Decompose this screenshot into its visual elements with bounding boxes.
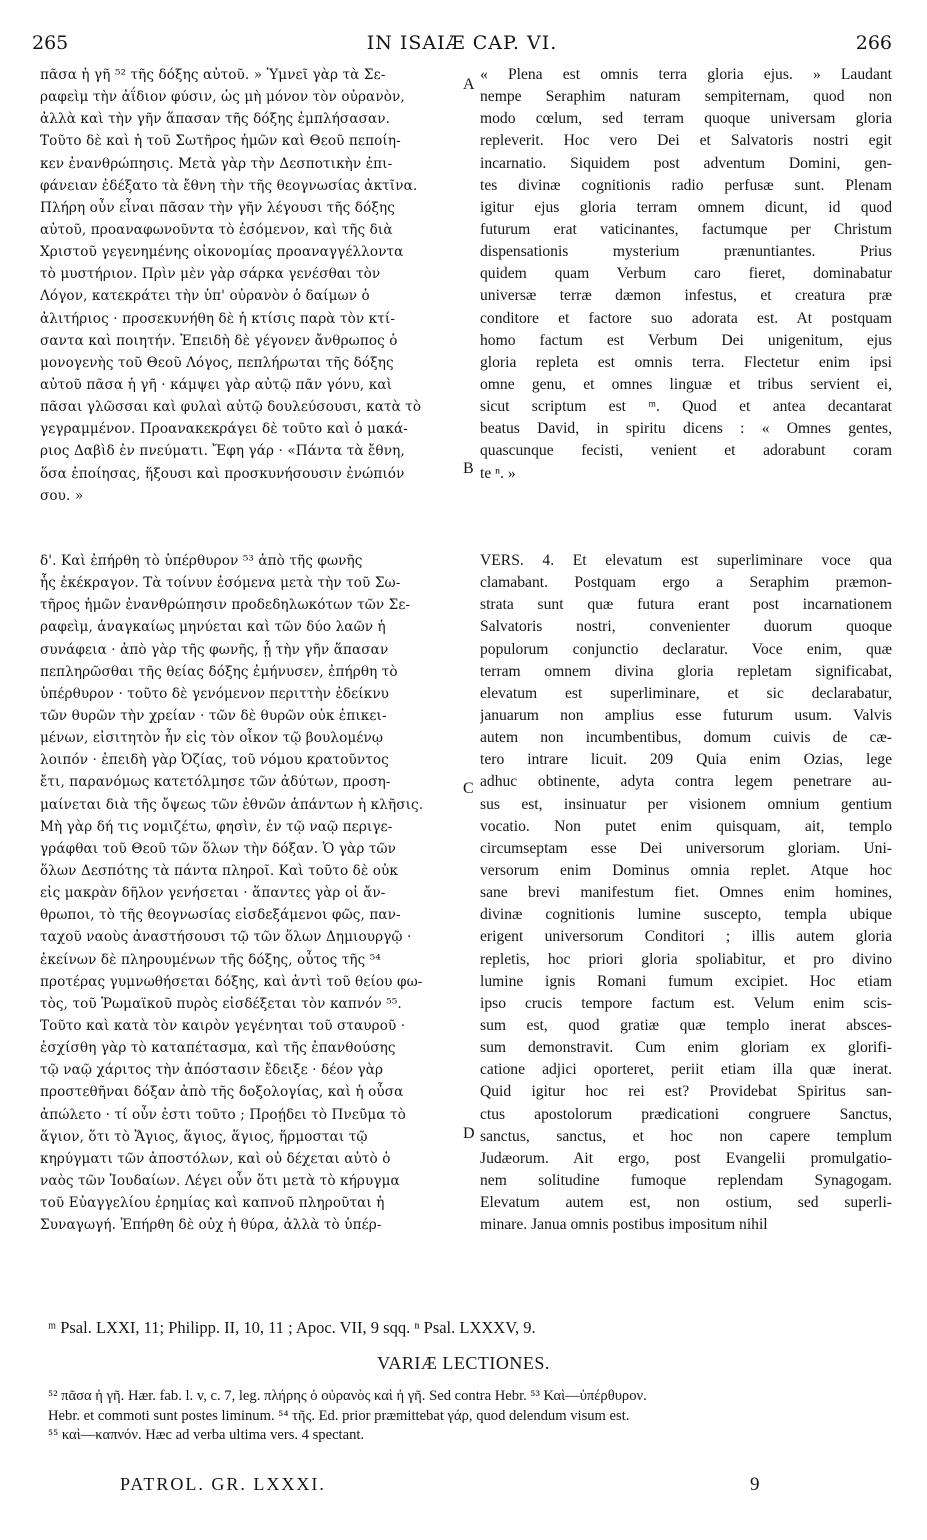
greek-column-top — [40, 64, 458, 507]
variae-lectiones-heading: VARIÆ LECTIONES. — [377, 1353, 550, 1373]
greek-text-line: κεν ἐνανθρώπησις. Μετὰ γὰρ τὴν Δεσποτικὴν ἐπι- — [40, 155, 393, 172]
latin-text-line: versorum enim Dominus omnia replet. Atque hoc — [480, 861, 892, 879]
latin-text-line: homo factum est Verbum Dei unigenitum, ejus — [480, 331, 892, 349]
signature-number: 9 — [750, 1474, 760, 1495]
latin-text-line: ctus apostolorum prædicationi congruere Sanctus, — [480, 1105, 892, 1123]
greek-text-line: αὐτοῦ, προαναφωνοῦντα τὸ ἐσόμενον, καὶ τῆς διὰ — [40, 221, 393, 238]
page-number-right: 266 — [855, 32, 892, 54]
greek-text-line: συνάφεια · ἀπὸ γὰρ τῆς φωνῆς, ᾗ τὴν γῆν ἅπασαν — [40, 641, 389, 658]
greek-text-line: ριος Δαβὶδ ἐν πνεύματι. Ἔφη γάρ · «Πάντα τὰ ἔθνη, — [40, 443, 405, 460]
greek-text-line: τῷ ναῷ χάριτος τὴν ἀπόστασιν ἔδειξε · δέον γὰρ — [40, 1062, 384, 1079]
footer-mark — [420, 1482, 434, 1490]
latin-text-line: ipso crucis tempore factum est. Velum enim scis- — [480, 994, 892, 1012]
latin-text-line: tes divinæ cognitionis radio perfusæ sunt. Plenam — [480, 176, 892, 194]
latin-text-line: omne genu, et omnes linguæ et tribus servient ei, — [480, 375, 892, 393]
greek-text-line: σου. » — [40, 487, 84, 504]
latin-text-line: minare. Janua omnis postibus impositum nihil — [480, 1216, 768, 1234]
greek-text-line: ἐσχίσθη γὰρ τὸ καταπέτασμα, καὶ τῆς ἐπανθούσης — [40, 1040, 396, 1057]
latin-text-line: divinæ cognitionis lumine suscepto, templa ubique — [480, 906, 892, 924]
greek-text-line: γράφθαι τοῦ Θεοῦ τῶν ὅλων τὴν δόξαν. Ὁ γὰρ τῶν — [40, 840, 397, 857]
latin-text-line: « Plena est omnis terra gloria ejus. » Laudant — [480, 66, 892, 83]
greek-text-line: λοιπόν · ἐπειδὴ γὰρ Ὀζίας, τοῦ νόμου κρατοῦντος — [40, 752, 389, 769]
latin-text-line: incarnatio. Siquidem post adventum Domini, gen- — [480, 154, 892, 172]
latin-text-line: tero intrare licuit. 209 Quia enim Ozias, lege — [480, 751, 892, 769]
greek-text-line: ραφεὶμ, ἀναγκαίως μηνύεται καὶ τῶν δύο λαῶν ἡ — [40, 619, 386, 636]
latin-text-line: gloria repleta est omnis terra. Flectetur enim ipsi — [480, 353, 892, 371]
latin-text-line: nempe Seraphim naturam sempiternam, quod non — [480, 88, 892, 106]
latin-text-line: strata sunt quæ futura erant post incarnationem — [480, 596, 892, 614]
latin-text-line: Quid igitur hoc rei est? Providebat Spiritus san- — [480, 1083, 892, 1101]
greek-text-line: Τοῦτο δὲ καὶ ἡ τοῦ Σωτῆρος ἡμῶν καὶ Θεοῦ πεποίη- — [40, 133, 401, 150]
latin-text-line: Salvatoris nostri, convenienter duorum quoque — [480, 618, 892, 636]
greek-text-line: ταχοῦ ναοὺς ἀναστήσουσι τῷ τῶν ὅλων Δημιουργῷ · — [40, 929, 412, 946]
latin-text-line: catione adjici oporteret, periit etiam illa quæ inerat. — [480, 1061, 892, 1079]
greek-text-line: εἰς μακρὰν δῆλον γενήσεται · ἅπαντες γὰρ οἱ ἄν- — [40, 885, 386, 902]
greek-text-line: πᾶσαι γλῶσσαι καὶ φυλαὶ αὐτῷ δουλεύσουσι, κατὰ τὸ — [40, 399, 422, 416]
greek-text-line: ἧς ἐκέκραγον. Τὰ τοίνυν ἐσόμενα μετὰ τὴν τοῦ Σω- — [40, 575, 401, 592]
latin-text-line: nem solitudine fumoque replendam Synagogam. — [480, 1171, 892, 1189]
patrologia-signature: PATROL. GR. LXXXI. — [120, 1474, 326, 1494]
latin-text-line: sicut scriptum est ᵐ. Quod et antea decantarat — [480, 398, 892, 416]
greek-text-line: φάνειαν ἐδέξατο τὰ ἔθνη τὴν τῆς θεογνωσίας ἀκτῖνα. — [40, 177, 418, 194]
greek-text-line: δ'. Καὶ ἐπήρθη τὸ ὑπέρθυρον ⁵³ ἀπὸ τῆς φωνῆς — [40, 553, 363, 569]
greek-text-line: ναὸς τῶν Ἰουδαίων. Λέγει οὖν ὅτι μετὰ τὸ κήρυγμα — [40, 1172, 400, 1189]
running-title: IN ISAIÆ CAP. VI. — [366, 32, 558, 54]
greek-text-line: ὅλων Δεσπότης τὰ πάντα πληροῖ. Καὶ τοῦτο δὲ οὐκ — [40, 862, 399, 879]
greek-text-line: Τοῦτο καὶ κατὰ τὸν καιρὸν γεγένηται τοῦ σταυροῦ · — [40, 1017, 406, 1034]
latin-text-line: futurum erat vaticinantes, factumque per Christum — [480, 220, 892, 238]
greek-text-line: πεπληρῶσθαι τῆς θείας δόξης ἐμήνυσεν, ἐπήρθη τὸ — [40, 663, 398, 680]
greek-text-line: Λόγον, κατεκράτει τὴν ὑπ' οὐρανὸν ὁ δαίμων ὁ — [40, 288, 370, 305]
latin-text-line: clamabant. Postquam ergo a Seraphim præmon- — [480, 574, 892, 592]
greek-text-line: ὅσα ἐποίησας, ἥξουσι καὶ προσκυνήσουσιν ἐνώπιόν — [40, 465, 405, 482]
latin-text-line: erigent universorum Conditori ; illis autem gloria — [480, 928, 892, 946]
latin-text-line: dispensationis mysterium prænuntiantes. Prius — [480, 243, 892, 261]
latin-text-line: januarum non amplius esse futurum usum. Valvis — [480, 706, 892, 724]
greek-text-line: ὑπέρθυρον · τοῦτο δὲ γενόμενον περιττὴν ἐδείκνυ — [40, 685, 390, 702]
greek-text-line: ἔτι, παρανόμως κατετόλμησε τῶν ἀδύτων, προση- — [40, 774, 391, 791]
latin-text-line: sus est, insinuatur per visionem omnium gentium — [480, 795, 892, 813]
latin-text-line: modo cœlum, sed terram quoque universam gloria — [480, 110, 892, 128]
latin-text-line: igitur ejus gloria terram omnem dicunt, id quod — [480, 198, 892, 216]
latin-text-line: elevatum est superliminare, et sic declarabatur, — [480, 684, 892, 702]
scripture-footnote: ᵐ Psal. LXXI, 11; Philipp. II, 10, 11 ; Apoc. VII, 9 sqq. ⁿ Psal. LXXXV, 9. — [48, 1318, 536, 1337]
greek-text-line: πᾶσα ἡ γῆ ⁵² τῆς δόξης αὐτοῦ. » Ὑμνεῖ γὰρ τὰ Σε- — [40, 67, 386, 83]
greek-text-line: προτέρας γυμνωθήσεται δόξης, καὶ ἀντὶ τοῦ θείου φω- — [40, 973, 423, 990]
latin-column-bottom — [480, 550, 892, 1236]
column-marker-d: D — [463, 1125, 475, 1142]
greek-text-line: προστεθῆναι δόξαν ἀπὸ τῆς δοξολογίας, καὶ ἡ οὖσα — [40, 1084, 404, 1101]
variant-note-line: ⁵² πᾶσα ἡ γῆ. Hær. fab. l. v, c. 7, leg. πλήρης ὁ οὐρανὸς καὶ ἡ γῆ. Sed contra Hebr. ⁵³ Καὶ—ὑπέρθυρον. — [48, 1388, 647, 1404]
latin-text-line: Judæorum. Ait ergo, post Evangelii promulgatio- — [480, 1149, 892, 1167]
latin-text-line: repleverit. Hoc vero Dei et Salvatoris nostri egit — [480, 132, 892, 150]
latin-text-line: conditore et factore suo adorata est. At postquam — [480, 309, 892, 327]
greek-text-line: γεγραμμένον. Προανακεκράγει δὲ τοῦτο καὶ ὁ μακά- — [40, 421, 408, 438]
greek-column-bottom — [40, 550, 458, 1236]
latin-text-line: adhuc obtinente, adyta contra legem penetrare au- — [480, 773, 892, 791]
latin-text-line: sum est, quod gratiæ quæ templo inerat absces- — [480, 1016, 892, 1034]
greek-text-line: τὸς, τοῦ Ῥωμαϊκοῦ πυρὸς εἰσδέξεται τὸν καπνόν ⁵⁵. — [40, 995, 402, 1012]
latin-text-line: universæ terræ dæmon infestus, et creatura præ — [480, 287, 892, 305]
latin-text-line: sanctus, sanctus, et hoc non capere templum — [480, 1127, 892, 1145]
greek-text-line: κηρύγματι τῶν ἀποστόλων, καὶ οὐ δέχεται αὐτὸ ὁ — [40, 1150, 391, 1167]
latin-text-line: VERS. 4. Et elevatum est superliminare voce qua — [480, 552, 892, 569]
greek-text-line: ἐκείνων δὲ πληρουμένων τῆς δόξης, οὗτος τῆς ⁵⁴ — [40, 951, 381, 968]
greek-text-line: ἀλλὰ καὶ τὴν γῆν ἅπασαν τῆς δόξης ἐμπλήσασαν. — [40, 111, 391, 128]
latin-text-line: sane brevi manifestum fiet. Omnes enim homines, — [480, 884, 892, 902]
variant-note-line: Hebr. et commoti sunt postes liminum. ⁵⁴ τῆς. Ed. prior præmittebat γάρ, quod delendum visum est. — [48, 1407, 630, 1424]
greek-text-line: θρωποι, τὸ τῆς θεογνωσίας εἰσδεξάμενοι φῶς, παν- — [40, 907, 401, 924]
column-marker-c: C — [463, 780, 474, 797]
latin-text-line: terram omnem divina gloria repletam significabat, — [480, 662, 892, 680]
latin-text-line: lumine ignis Romani fumum excipiet. Hoc etiam — [480, 972, 892, 990]
latin-text-line: beatus David, in spiritu dicens : « Omnes gentes, — [480, 420, 892, 438]
latin-text-line: Elevatum autem est, non ostium, sed superli- — [480, 1194, 892, 1212]
greek-text-line: Μὴ γὰρ δή τις νομιζέτω, φησὶν, ἐν τῷ ναῷ περιγε- — [40, 818, 393, 835]
column-marker-a: A — [463, 76, 475, 93]
column-marker-b: B — [463, 460, 474, 477]
latin-text-line: circumseptam esse Dei universorum gloriam. Uni- — [480, 839, 892, 857]
greek-text-line: τὸ μυστήριον. Πρὶν μὲν γὰρ σάρκα γενέσθαι τὸν — [40, 266, 381, 283]
latin-text-line: quascunque fecisti, venient et adorabunt coram — [480, 442, 892, 460]
greek-text-line: σαντα καὶ ποιητήν. Ἐπειδὴ δὲ γέγονεν ἄνθρωπος ὁ — [40, 332, 398, 349]
latin-text-line: repletis, hoc priori gloria spoliabitur, et pro divino — [480, 950, 892, 968]
greek-text-line: Συναγωγή. Ἐπήρθη δὲ οὐχ ἡ θύρα, ἀλλὰ τὸ ὑπέρ- — [40, 1217, 382, 1234]
latin-text-line: quidem quam Verbum caro fieret, dominabatur — [480, 265, 892, 283]
greek-text-line: αὐτοῦ πᾶσα ἡ γῆ · κάμψει γὰρ αὐτῷ πᾶν γόνυ, καὶ — [40, 376, 393, 393]
latin-text-line: autem non incumbentibus, domum cuivis de cæ- — [480, 729, 892, 747]
variant-note-line: ⁵⁵ καὶ—καπνόν. Hæc ad verba ultima vers. 4 spectant. — [48, 1427, 365, 1443]
greek-text-line: τῆρος ἡμῶν ἐνανθρώπησιν προδεδηλωκότων τῶν Σε- — [40, 597, 411, 614]
variae-lectiones-notes — [48, 1387, 888, 1446]
running-header — [32, 32, 892, 56]
latin-column-top — [480, 64, 892, 485]
page-number-left: 265 — [32, 32, 69, 54]
greek-text-line: ἅγιον, ὅτι τὸ Ἅγιος, ἅγιος, ἅγιος, ἥρμοσται τῷ — [40, 1128, 368, 1145]
greek-text-line: Χριστοῦ γεγενημένης οἰκονομίας προαναγγέλλοντα — [40, 244, 404, 261]
greek-text-line: μαίνεται διὰ τῆς ὄψεως τῶν ἐθνῶν ἁπάντων ἡ κλῆσις. — [40, 796, 424, 813]
greek-text-line: ἀλιτήριος · προσεκυνήθη δὲ ἡ κτίσις παρὰ τὸν κτί- — [40, 310, 396, 327]
greek-text-line: τῶν θυρῶν τὴν χρείαν · τῶν δὲ θυρῶν οὐκ ἐπικει- — [40, 707, 387, 724]
latin-text-line: te ⁿ. » — [480, 464, 516, 482]
greek-text-line: ραφεὶμ τὴν ἀΐδιον φύσιν, ὡς μὴ μόνον τὸν οὐρανὸν, — [40, 89, 405, 106]
greek-text-line: τοῦ Εὐαγγελίου ἐρημίας καὶ καπνοῦ πληροῦται ἡ — [40, 1195, 385, 1212]
greek-text-line: Πλήρη οὖν εἶναι πᾶσαν τὴν γῆν λέγουσι τῆς δόξης — [40, 199, 395, 216]
greek-text-line: ἀπώλετο · τί οὖν ἐστι τοῦτο ; Προῄδει τὸ Πνεῦμα τὸ — [40, 1106, 406, 1123]
latin-text-line: sum demonstravit. Cum enim gloriam ex glorifi- — [480, 1039, 892, 1057]
greek-text-line: μονογενὴς τοῦ Θεοῦ Λόγος, πεπλήρωται τῆς δόξης — [40, 354, 394, 371]
latin-text-line: populorum conjunctio declaratur. Voce enim, quæ — [480, 640, 892, 658]
latin-text-line: vocatio. Non putet enim quisquam, ait, templo — [480, 817, 892, 835]
greek-text-line: μένων, εἰσιτητὸν ἦν εἰς τὸν οἶκον τῷ βουλομένῳ — [40, 730, 384, 747]
